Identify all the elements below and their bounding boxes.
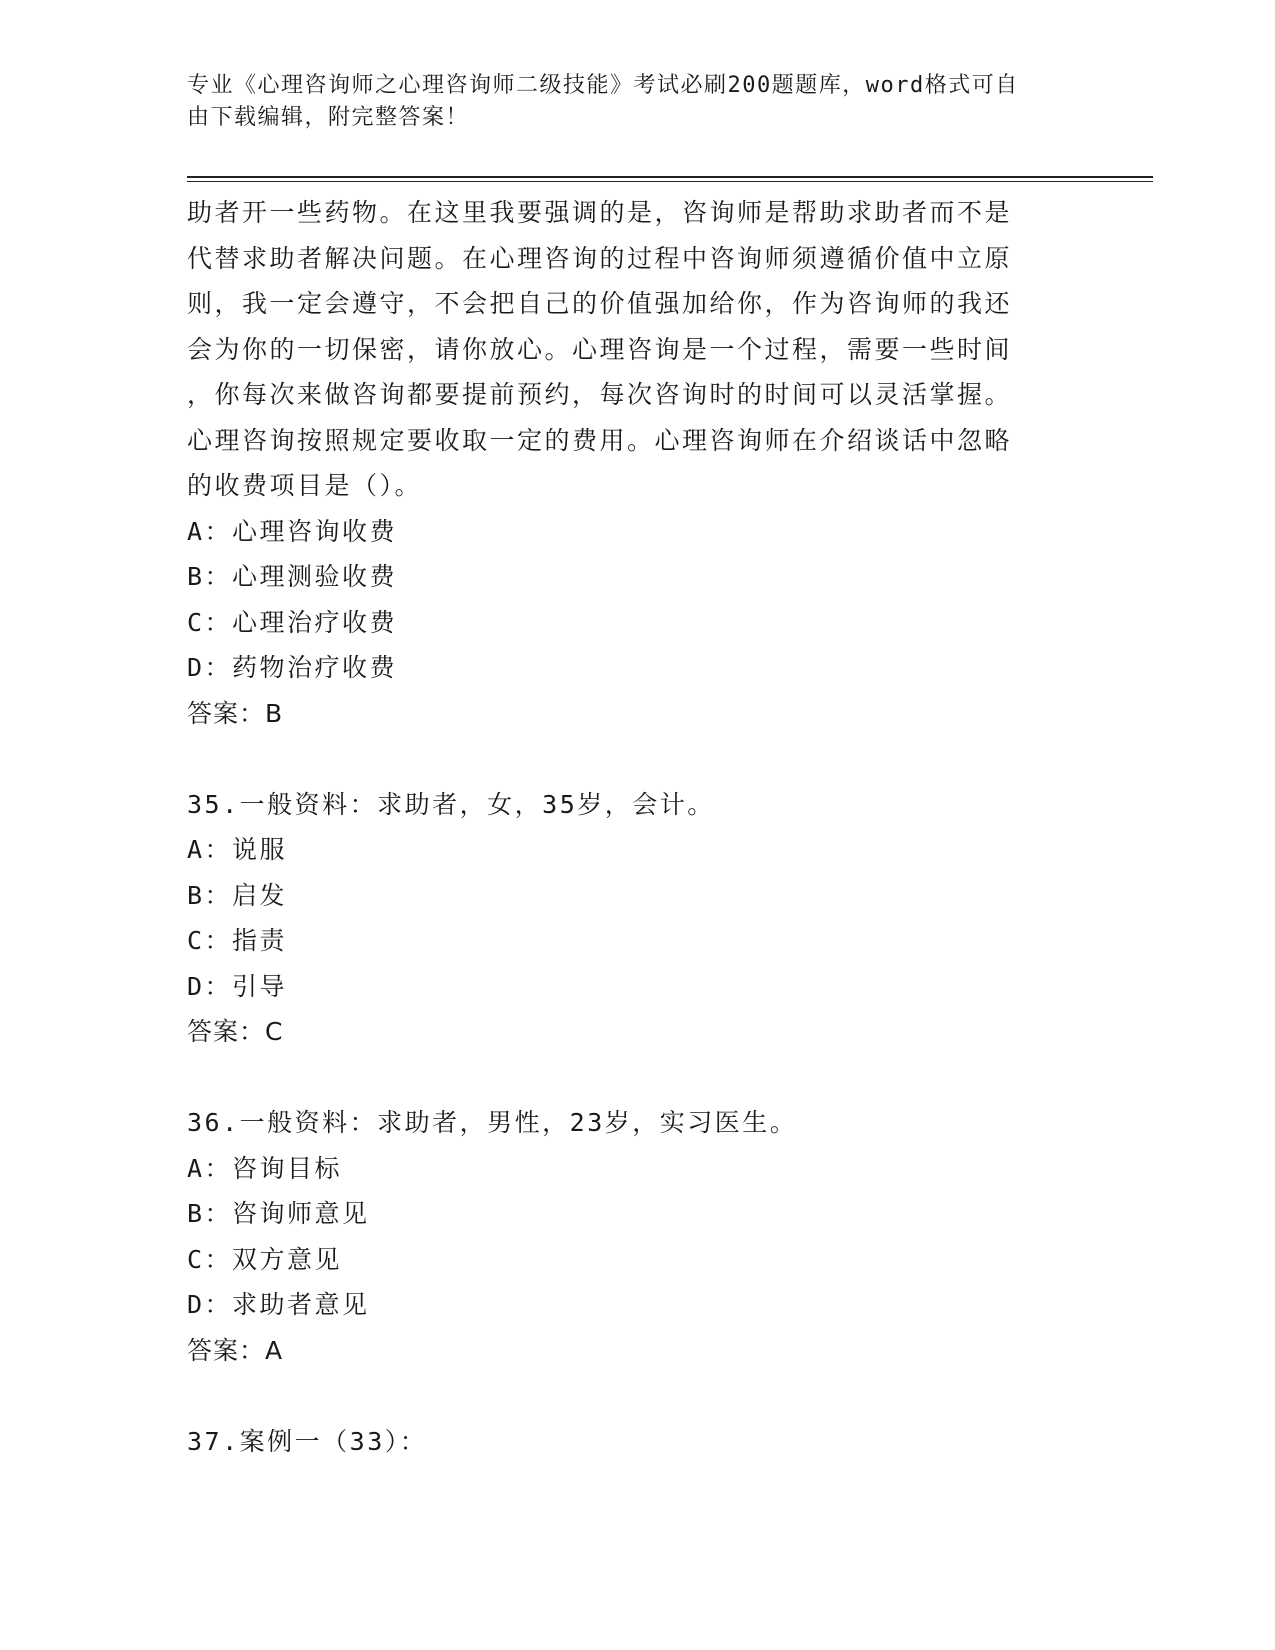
header-line-2: 由下载编辑，附完整答案！	[187, 105, 470, 130]
header-line-1: 专业《心理咨询师之心理咨询师二级技能》考试必刷200题题库，word格式可自	[187, 73, 1019, 98]
spacer	[187, 1373, 1067, 1419]
answer-line: 答案：C	[187, 1017, 284, 1046]
stem-line: 的收费项目是（）。	[187, 471, 423, 500]
header-divider-thick	[187, 176, 1153, 178]
option-d: D：药物治疗收费	[187, 653, 398, 682]
header-divider-thin	[187, 181, 1153, 182]
stem-line: 助者开一些药物。在这里我要强调的是，咨询师是帮助求助者而不是	[187, 198, 1013, 227]
stem-line: 代替求助者解决问题。在心理咨询的过程中咨询师须遵循价值中立原	[187, 243, 1013, 273]
question-36	[187, 1100, 1067, 1373]
question-35	[187, 782, 1067, 1055]
option-b: B：咨询师意见	[187, 1199, 370, 1228]
option-b: B：心理测验收费	[187, 562, 398, 591]
option-c: C：指责	[187, 926, 288, 955]
question-37	[187, 1419, 1067, 1465]
stem-line: 会为你的一切保密，请你放心。心理咨询是一个过程，需要一些时间	[187, 334, 1013, 364]
option-c: C：心理治疗收费	[187, 607, 398, 637]
stem-line: 则，我一定会遵守，不会把自己的价值强加给你，作为咨询师的我还	[187, 289, 1013, 318]
option-b: B：启发	[187, 880, 288, 910]
stem-line: 心理咨询按照规定要收取一定的费用。心理咨询师在介绍谈话中忽略	[187, 425, 1013, 455]
document-header	[187, 70, 1067, 134]
option-d: D：引导	[187, 971, 288, 1001]
question-35-stem: 35.一般资料：求助者，女，35岁，会计。	[187, 789, 715, 819]
spacer	[187, 1055, 1067, 1101]
answer-line: 答案：B	[187, 698, 284, 728]
spacer	[187, 736, 1067, 782]
stem-line: ，你每次来做咨询都要提前预约，每次咨询时的时间可以灵活掌握。	[187, 380, 1013, 409]
option-a: A：咨询目标	[187, 1153, 343, 1183]
option-c: C：双方意见	[187, 1244, 343, 1274]
question-34	[187, 190, 1067, 736]
question-37-stem: 37.案例一（33）：	[187, 1426, 428, 1456]
question-34-stem	[187, 190, 1067, 509]
answer-line: 答案：A	[187, 1335, 284, 1365]
question-content	[187, 190, 1067, 1464]
option-a: A：心理咨询收费	[187, 516, 398, 546]
question-36-stem: 36.一般资料：求助者，男性，23岁，实习医生。	[187, 1108, 798, 1137]
option-d: D：求助者意见	[187, 1290, 370, 1319]
option-a: A：说服	[187, 835, 288, 864]
